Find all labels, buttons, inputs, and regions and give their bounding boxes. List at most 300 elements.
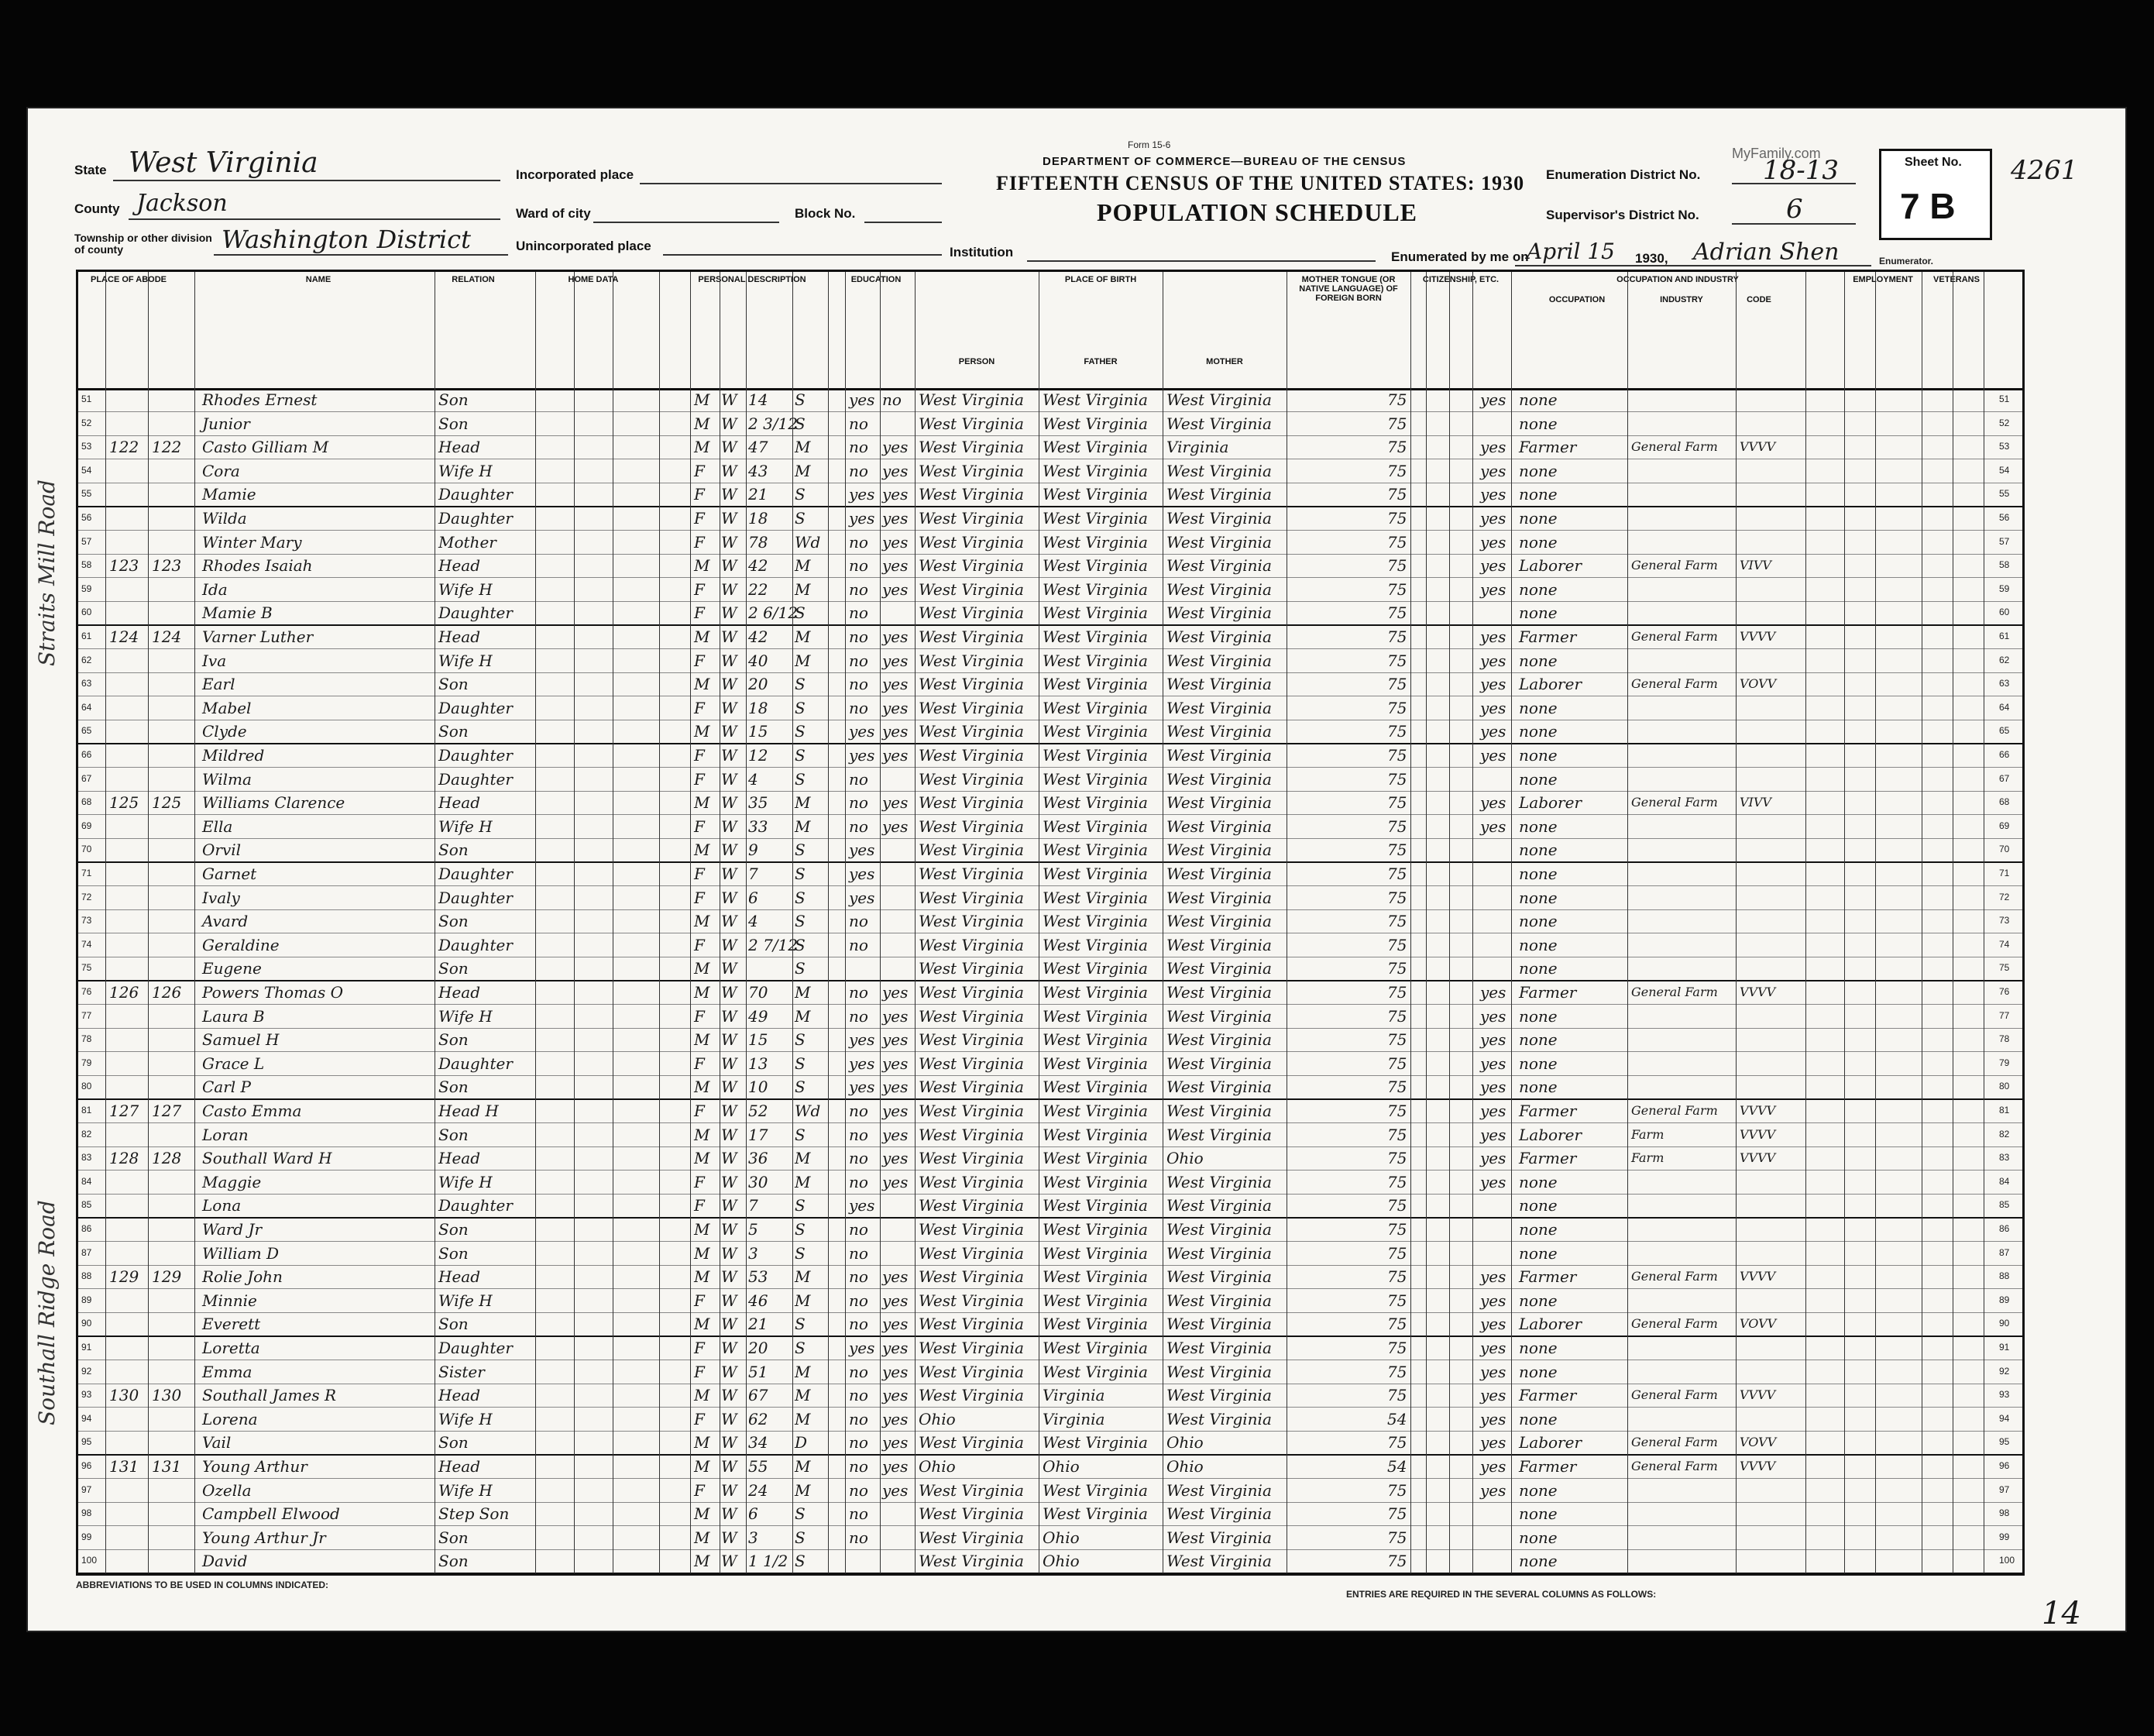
row-number-right: 58 <box>1999 559 2010 571</box>
cell-occ: none <box>1519 1504 1558 1524</box>
table-rule <box>690 272 691 1573</box>
cell-rel: Daughter <box>438 509 513 528</box>
cell-race: W <box>721 627 737 646</box>
cell-sex: M <box>694 556 710 576</box>
cell-name: Geraldine <box>202 935 280 954</box>
cell-n: 62 <box>81 654 92 665</box>
cell-birth: West Virginia <box>919 1433 1024 1452</box>
ward-label: Ward of city <box>516 206 591 221</box>
cell-school: yes <box>849 1339 875 1357</box>
cell-father: West Virginia <box>1043 1480 1148 1500</box>
cell-rel: Wife H <box>438 579 493 599</box>
cell-mother: West Virginia <box>1166 603 1272 623</box>
table-rule <box>1627 272 1628 1573</box>
row-number-right: 59 <box>1999 583 2010 594</box>
state-label: State <box>74 163 107 177</box>
cell-school: no <box>849 769 868 789</box>
cell-father: West Virginia <box>1043 1315 1148 1334</box>
row-number-right: 62 <box>1999 654 2010 665</box>
cell-code: 75 <box>1387 1149 1407 1168</box>
cell-mother: West Virginia <box>1166 627 1272 646</box>
cell-n: 82 <box>81 1128 92 1140</box>
cell-eng: yes <box>1480 1149 1506 1168</box>
cell-code: 75 <box>1387 485 1407 504</box>
table-rule <box>1410 272 1411 1573</box>
cell-sex: F <box>694 746 705 765</box>
row-number-right: 91 <box>1999 1342 2010 1353</box>
cell-race: W <box>721 912 737 931</box>
cell-code: 75 <box>1387 1504 1407 1524</box>
cell-name: Minnie <box>202 1291 257 1310</box>
cell-race: W <box>721 509 737 528</box>
cell-school: yes <box>849 390 875 409</box>
cell-mother: West Virginia <box>1166 556 1272 576</box>
row-number-right: 53 <box>1999 441 2010 452</box>
cell-name: Maggie <box>202 1172 262 1191</box>
cell-age: 7 <box>748 865 758 883</box>
cell-mother: West Virginia <box>1166 390 1272 409</box>
cell-school: no <box>849 1125 868 1144</box>
cell-n: 94 <box>81 1412 92 1424</box>
row-number-right: 98 <box>1999 1507 2010 1519</box>
cell-father: Ohio <box>1043 1457 1080 1476</box>
table-row <box>78 1075 2022 1100</box>
row-number-right: 74 <box>1999 938 2010 950</box>
cell-mother: West Virginia <box>1166 1006 1272 1026</box>
cell-birth: West Virginia <box>919 1315 1024 1334</box>
cell-sex: F <box>694 579 705 599</box>
cell-age: 33 <box>748 816 768 836</box>
cell-sex: F <box>694 816 705 836</box>
cell-birth: West Virginia <box>919 461 1024 480</box>
stamp-number: 4261 <box>2011 155 2078 186</box>
cell-mar: M <box>795 793 811 813</box>
cell-ind: General Farm <box>1631 1459 1718 1473</box>
abbreviations-title: ABBREVIATIONS TO BE USED IN COLUMNS INDICATED: <box>76 1580 329 1590</box>
cell-rel: Head <box>438 556 481 576</box>
cell-n: 72 <box>81 891 92 902</box>
cell-n: 88 <box>81 1270 92 1282</box>
cell-code: 75 <box>1387 722 1407 741</box>
row-number-right: 94 <box>1999 1412 2010 1424</box>
row-number-right: 51 <box>1999 394 2010 404</box>
cell-code: 75 <box>1387 651 1407 670</box>
cell-name: Ivaly <box>202 888 240 907</box>
cell-father: West Virginia <box>1043 1504 1148 1524</box>
cell-mar: S <box>795 1243 806 1263</box>
table-row <box>78 1526 2022 1550</box>
cell-mother: West Virginia <box>1166 532 1272 552</box>
cell-race: W <box>721 1006 737 1026</box>
cell-race: W <box>721 888 737 907</box>
cell-race: W <box>721 959 737 978</box>
cell-race: W <box>721 1054 737 1073</box>
cell-age: 2 3/12 <box>748 414 798 433</box>
group-relation: RELATION <box>452 275 495 284</box>
cell-mother: West Virginia <box>1166 461 1272 480</box>
cell-eng: yes <box>1480 556 1506 576</box>
cell-rel: Son <box>438 390 469 409</box>
table-row <box>78 1052 2022 1076</box>
row-number-right: 76 <box>1999 986 2010 997</box>
cell-occ: none <box>1519 935 1558 954</box>
cell-occ: none <box>1519 485 1558 504</box>
table-rule <box>574 272 575 1573</box>
cell-school: no <box>849 414 868 433</box>
cell-birth: West Virginia <box>919 1386 1024 1405</box>
cell-birth: West Virginia <box>919 840 1024 860</box>
cell-n: 68 <box>81 796 92 808</box>
cell-race: W <box>721 1457 737 1476</box>
cell-mar: S <box>795 1552 806 1571</box>
cell-code: 75 <box>1387 1006 1407 1026</box>
cell-birth: West Virginia <box>919 746 1024 765</box>
table-row <box>78 886 2022 910</box>
cell-mother: West Virginia <box>1166 1504 1272 1524</box>
cell-mar: S <box>795 698 806 717</box>
cell-father: West Virginia <box>1043 390 1148 409</box>
table-rule <box>105 272 106 1573</box>
cell-n: 95 <box>81 1436 92 1448</box>
cell-fam: 128 <box>152 1149 182 1168</box>
cell-read: yes <box>882 1386 909 1405</box>
cell-mar: M <box>795 816 811 836</box>
cell-race: W <box>721 1267 737 1287</box>
cell-ind: General Farm <box>1631 676 1718 692</box>
cell-mar: S <box>795 1078 806 1097</box>
table-rule <box>1805 272 1806 1573</box>
cell-rel: Son <box>438 1552 469 1571</box>
cell-eng: yes <box>1480 1291 1506 1310</box>
table-row <box>78 1099 2022 1123</box>
cell-mar: S <box>795 1196 806 1215</box>
cell-mother: West Virginia <box>1166 816 1272 836</box>
cell-code: 75 <box>1387 935 1407 954</box>
cell-mother: West Virginia <box>1166 485 1272 504</box>
table-row <box>78 1171 2022 1195</box>
cell-ind: Farm <box>1631 1150 1664 1166</box>
cell-n: 56 <box>81 512 92 523</box>
group-employment: EMPLOYMENT <box>1853 275 1913 284</box>
cell-rel: Head <box>438 1149 481 1168</box>
cell-father: West Virginia <box>1043 1220 1148 1239</box>
cell-mar: M <box>795 1149 811 1168</box>
cell-code: 75 <box>1387 1433 1407 1452</box>
cell-mar: M <box>795 1480 811 1500</box>
table-row <box>78 1360 2022 1384</box>
cell-mother: West Virginia <box>1166 912 1272 931</box>
cell-code: 75 <box>1387 509 1407 528</box>
cell-mother: Ohio <box>1166 1149 1204 1168</box>
cell-father: West Virginia <box>1043 983 1148 1002</box>
table-row <box>78 744 2022 768</box>
cell-name: Rhodes Ernest <box>202 390 318 409</box>
cell-code: 75 <box>1387 1078 1407 1097</box>
cell-race: W <box>721 1362 737 1381</box>
cell-code: 75 <box>1387 1528 1407 1547</box>
cell-birth: West Virginia <box>919 793 1024 813</box>
cell-read: yes <box>882 1409 909 1428</box>
cell-age: 12 <box>748 746 768 765</box>
row-number-right: 96 <box>1999 1460 2010 1471</box>
table-row <box>78 720 2022 744</box>
cell-age: 49 <box>748 1006 768 1026</box>
cell-code: 75 <box>1387 698 1407 717</box>
cell-name: Varner Luther <box>202 627 314 646</box>
cell-read: yes <box>882 1149 909 1168</box>
cell-n: 83 <box>81 1152 92 1164</box>
cell-mar: S <box>795 1125 806 1144</box>
cell-read: yes <box>882 438 909 457</box>
cell-name: Rolie John <box>202 1267 283 1287</box>
cell-age: 55 <box>748 1457 768 1476</box>
cell-school: no <box>849 1386 868 1405</box>
cell-sex: F <box>694 1006 705 1026</box>
table-row <box>78 838 2022 863</box>
cell-rel: Wife H <box>438 1172 493 1191</box>
cell-n: 52 <box>81 417 92 428</box>
cell-mother: West Virginia <box>1166 1267 1272 1287</box>
cell-school: no <box>849 1315 868 1334</box>
cell-race: W <box>721 1409 737 1428</box>
cell-rel: Wife H <box>438 1291 493 1310</box>
sheet-number-box <box>1879 149 1992 240</box>
cell-birth: West Virginia <box>919 390 1024 409</box>
birth-mother-header: MOTHER <box>1206 357 1243 366</box>
cell-age: 2 7/12 <box>748 935 798 954</box>
cell-father: West Virginia <box>1043 959 1148 978</box>
cell-age: 1 1/2 <box>748 1552 788 1571</box>
cell-race: W <box>721 746 737 765</box>
cell-birth: West Virginia <box>919 1172 1024 1191</box>
cell-dw: 129 <box>109 1267 139 1287</box>
table-row <box>78 1336 2022 1360</box>
cell-father: West Virginia <box>1043 769 1148 789</box>
cell-code: 75 <box>1387 556 1407 576</box>
cell-eng: yes <box>1480 675 1506 694</box>
cell-code: 75 <box>1387 461 1407 480</box>
cell-occ: Laborer <box>1519 1433 1582 1452</box>
cell-birth: West Virginia <box>919 865 1024 883</box>
cell-school: no <box>849 793 868 813</box>
cell-school: no <box>849 1433 868 1452</box>
cell-school: no <box>849 556 868 576</box>
cell-n: 92 <box>81 1365 92 1377</box>
cell-age: 7 <box>748 1196 758 1215</box>
cell-eng: yes <box>1480 1125 1506 1144</box>
cell-mar: M <box>795 461 811 480</box>
cell-school: no <box>849 1362 868 1381</box>
cell-race: W <box>721 532 737 552</box>
cell-occ: none <box>1519 461 1558 480</box>
state-value: West Virginia <box>129 147 318 179</box>
cell-mar: S <box>795 1030 806 1050</box>
cell-sex: F <box>694 485 705 504</box>
cell-occ: none <box>1519 746 1558 765</box>
table-row <box>78 768 2022 792</box>
cell-code: 75 <box>1387 1125 1407 1144</box>
cell-read: no <box>882 390 902 409</box>
group-place-of-abode: PLACE OF ABODE <box>91 275 167 284</box>
cell-eng: yes <box>1480 1480 1506 1500</box>
row-number-right: 66 <box>1999 749 2010 760</box>
cell-name: Williams Clarence <box>202 793 345 813</box>
cell-sex: F <box>694 1291 705 1310</box>
cell-occ: none <box>1519 1220 1558 1239</box>
cell-n: 60 <box>81 607 92 618</box>
cell-occ: none <box>1519 509 1558 528</box>
cell-code: 75 <box>1387 603 1407 623</box>
cell-fam: 124 <box>152 627 182 646</box>
row-number-right: 99 <box>1999 1531 2010 1542</box>
row-number-right: 87 <box>1999 1246 2010 1258</box>
cell-race: W <box>721 698 737 717</box>
birth-father-header: FATHER <box>1084 357 1118 366</box>
cell-school: no <box>849 983 868 1002</box>
cell-code: 75 <box>1387 675 1407 694</box>
cell-name: Powers Thomas O <box>202 983 343 1002</box>
cell-n: 70 <box>81 844 92 855</box>
cell-mother: West Virginia <box>1166 1362 1272 1381</box>
cell-eng: yes <box>1480 1339 1506 1357</box>
cell-father: West Virginia <box>1043 816 1148 836</box>
cell-occ: none <box>1519 1172 1558 1191</box>
cell-code: 75 <box>1387 1054 1407 1073</box>
cell-birth: West Virginia <box>919 722 1024 741</box>
cell-age: 17 <box>748 1125 768 1144</box>
cell-ocode: VOVV <box>1740 1316 1777 1332</box>
cell-sex: F <box>694 935 705 954</box>
cell-n: 91 <box>81 1342 92 1353</box>
cell-n: 96 <box>81 1460 92 1471</box>
cell-father: Ohio <box>1043 1552 1080 1571</box>
table-row <box>78 1265 2022 1289</box>
cell-read: yes <box>882 746 909 765</box>
cell-n: 66 <box>81 749 92 760</box>
row-number-right: 68 <box>1999 796 2010 808</box>
row-number-right: 73 <box>1999 915 2010 926</box>
cell-ind: General Farm <box>1631 1103 1718 1118</box>
cell-sex: M <box>694 1433 710 1452</box>
cell-age: 20 <box>748 1339 768 1357</box>
cell-ocode: VVVV <box>1740 1387 1776 1403</box>
cell-eng: yes <box>1480 1006 1506 1026</box>
cell-rel: Son <box>438 675 469 694</box>
cell-mother: West Virginia <box>1166 1172 1272 1191</box>
cell-n: 78 <box>81 1033 92 1045</box>
cell-birth: West Virginia <box>919 769 1024 789</box>
cell-birth: West Virginia <box>919 1196 1024 1215</box>
cell-school: no <box>849 1291 868 1310</box>
table-row <box>78 625 2022 649</box>
cell-read: yes <box>882 1054 909 1073</box>
cell-age: 46 <box>748 1291 768 1310</box>
form-number: Form 15-6 <box>1128 139 1171 150</box>
cell-code: 75 <box>1387 1172 1407 1191</box>
cell-ocode: VIVV <box>1740 558 1771 573</box>
cell-rel: Sister <box>438 1362 485 1381</box>
enumerator-name: Adrian Shen <box>1693 239 1840 266</box>
cell-read: yes <box>882 793 909 813</box>
table-row <box>78 1549 2022 1574</box>
cell-rel: Son <box>438 1528 469 1547</box>
cell-mother: Ohio <box>1166 1433 1204 1452</box>
cell-occ: Farmer <box>1519 1149 1577 1168</box>
cell-father: West Virginia <box>1043 698 1148 717</box>
cell-rel: Son <box>438 1433 469 1452</box>
table-row <box>78 957 2022 981</box>
entries-required: ENTRIES ARE REQUIRED IN THE SEVERAL COLUMNS AS FOLLOWS: <box>1346 1589 1657 1600</box>
cell-name: Eugene <box>202 959 262 978</box>
cell-rel: Wife H <box>438 1480 493 1500</box>
cell-n: 80 <box>81 1081 92 1092</box>
cell-birth: West Virginia <box>919 532 1024 552</box>
cell-n: 59 <box>81 583 92 594</box>
cell-name: Ozella <box>202 1480 252 1500</box>
cell-n: 93 <box>81 1389 92 1401</box>
cell-code: 75 <box>1387 390 1407 409</box>
cell-sex: F <box>694 1362 705 1381</box>
cell-birth: West Virginia <box>919 414 1024 433</box>
cell-race: W <box>721 983 737 1002</box>
cell-mar: S <box>795 935 806 954</box>
cell-birth: West Virginia <box>919 1102 1024 1120</box>
cell-name: Cora <box>202 461 240 480</box>
table-row <box>78 1123 2022 1147</box>
cell-mother: West Virginia <box>1166 888 1272 907</box>
footer <box>76 1576 2020 1623</box>
cell-eng: yes <box>1480 816 1506 836</box>
cell-name: Everett <box>202 1315 261 1334</box>
cell-n: 77 <box>81 1009 92 1021</box>
table-row <box>78 531 2022 555</box>
cell-eng: yes <box>1480 532 1506 552</box>
cell-code: 75 <box>1387 1030 1407 1050</box>
cell-name: Emma <box>202 1362 253 1381</box>
cell-eng: yes <box>1480 627 1506 646</box>
cell-occ: none <box>1519 390 1558 409</box>
cell-birth: West Virginia <box>919 1054 1024 1073</box>
cell-occ: none <box>1519 722 1558 741</box>
cell-occ: none <box>1519 1339 1558 1357</box>
cell-father: West Virginia <box>1043 865 1148 883</box>
cell-school: no <box>849 651 868 670</box>
cell-school: yes <box>849 1030 875 1050</box>
cell-occ: none <box>1519 865 1558 883</box>
cell-read: yes <box>882 627 909 646</box>
cell-birth: West Virginia <box>919 556 1024 576</box>
cell-father: West Virginia <box>1043 1196 1148 1215</box>
group-citizenship: CITIZENSHIP, ETC. <box>1422 275 1500 284</box>
cell-school: yes <box>849 746 875 765</box>
cell-read: yes <box>882 579 909 599</box>
cell-n: 64 <box>81 701 92 713</box>
cell-code: 75 <box>1387 579 1407 599</box>
ed-value: 18-13 <box>1763 155 1840 186</box>
cell-name: Carl P <box>202 1078 251 1097</box>
cell-name: Young Arthur <box>202 1457 307 1476</box>
group-personal: PERSONAL DESCRIPTION <box>698 275 806 284</box>
group-mother-tongue: MOTHER TONGUE (OR NATIVE LANGUAGE) OF FOREIGN BORN <box>1299 275 1398 303</box>
cell-father: West Virginia <box>1043 461 1148 480</box>
cell-dw: 123 <box>109 556 139 576</box>
cell-n: 84 <box>81 1175 92 1187</box>
cell-mother: West Virginia <box>1166 1220 1272 1239</box>
cell-n: 75 <box>81 962 92 974</box>
cell-occ: Farmer <box>1519 438 1577 457</box>
cell-school: no <box>849 1480 868 1500</box>
cell-code: 75 <box>1387 1243 1407 1263</box>
